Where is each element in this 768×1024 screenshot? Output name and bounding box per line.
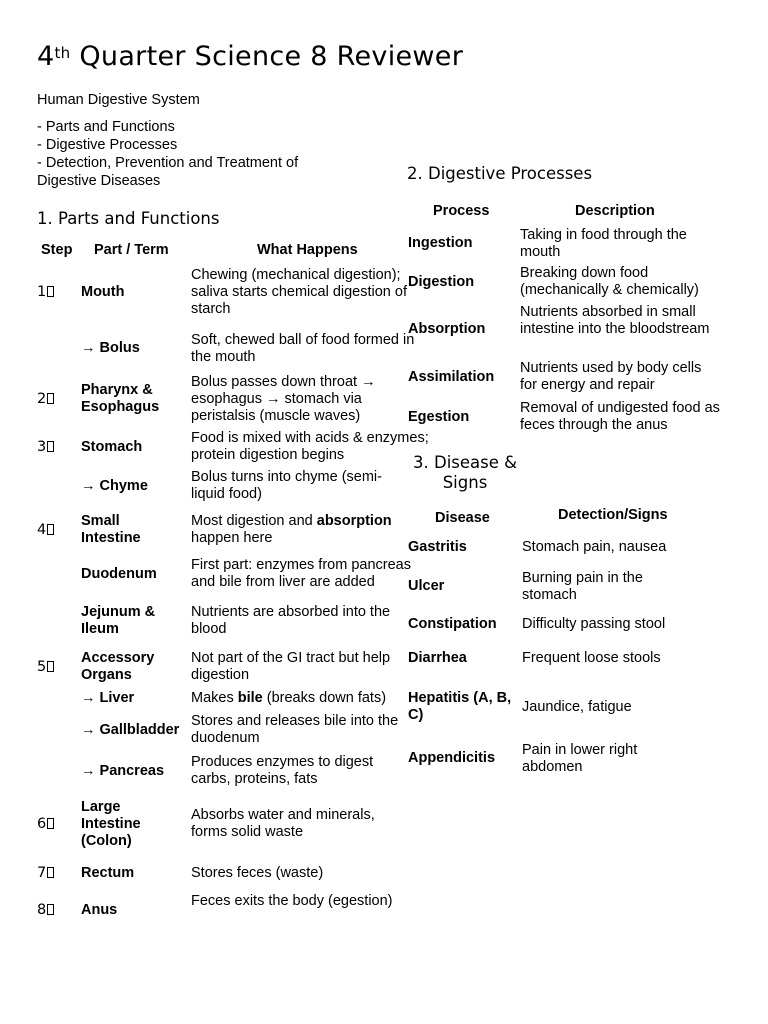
part-name: → Chyme <box>81 478 148 494</box>
part-description: Nutrients are absorbed into the blood <box>191 604 391 637</box>
process-name: Assimilation <box>408 369 495 385</box>
disease-name: Gastritis <box>408 539 467 555</box>
part-description: Chewing (mechanical digestion); saliva starts chemical digestion of starch <box>191 267 407 317</box>
topic-item: - Parts and Functions <box>37 119 175 135</box>
part-name: → Liver <box>81 690 135 706</box>
part-name: Duodenum <box>81 566 157 582</box>
missing-glyph-icon <box>47 286 54 297</box>
process-description: Removal of undigested food as feces through the anus <box>520 400 720 433</box>
intro-heading: Human Digestive System <box>37 92 200 108</box>
process-name: Digestion <box>408 274 475 290</box>
process-description: Nutrients absorbed in small intestine into the bloodstream <box>520 304 710 337</box>
column-header-process: Process <box>433 203 490 219</box>
disease-signs: Difficulty passing stool <box>522 616 666 632</box>
disease-signs: Frequent loose stools <box>522 650 661 666</box>
part-description: Food is mixed with acids & enzymes; protein digestion begins <box>191 430 429 463</box>
disease-signs: Pain in lower right abdomen <box>522 742 638 775</box>
part-description: Most digestion and absorption happen here <box>191 513 392 546</box>
part-name: Jejunum & Ileum <box>81 604 156 637</box>
disease-name: Constipation <box>408 616 497 632</box>
disease-name: Diarrhea <box>408 650 467 666</box>
process-description: Breaking down food (mechanically & chemically) <box>520 265 699 298</box>
disease-signs: Burning pain in the stomach <box>522 570 643 603</box>
missing-glyph-icon <box>47 904 54 915</box>
process-description: Nutrients used by body cells for energy and repair <box>520 360 702 393</box>
part-description: Stores feces (waste) <box>191 865 324 881</box>
step-number: 5 <box>37 658 54 676</box>
topic-item: - Detection, Prevention and Treatment of Digestive Diseases <box>37 155 299 189</box>
section-heading: 3. Disease & Signs <box>413 453 517 492</box>
section-heading: 1. Parts and Functions <box>37 209 220 228</box>
column-header-step: Step <box>41 242 73 258</box>
part-description: Bolus passes down throat → esophagus → stomach via peristalsis (muscle waves) <box>191 374 376 424</box>
part-name: Accessory Organs <box>81 650 155 683</box>
step-number: 2 <box>37 390 54 408</box>
disease-signs: Stomach pain, nausea <box>522 539 667 555</box>
missing-glyph-icon <box>47 524 54 535</box>
part-name: Small Intestine <box>81 513 141 546</box>
missing-glyph-icon <box>47 818 54 829</box>
part-name: → Pancreas <box>81 763 165 779</box>
part-name: Large Intestine (Colon) <box>81 799 141 849</box>
step-number: 7 <box>37 864 54 882</box>
disease-name: Appendicitis <box>408 750 496 766</box>
section-heading: 2. Digestive Processes <box>407 164 593 183</box>
step-number: 1 <box>37 283 54 301</box>
disease-name: Ulcer <box>408 578 445 594</box>
process-description: Taking in food through the mouth <box>520 227 687 260</box>
part-description: Not part of the GI tract but help digestion <box>191 650 391 683</box>
part-name: Anus <box>81 902 118 918</box>
part-name: → Bolus <box>81 340 140 356</box>
part-description: Makes bile (breaks down fats) <box>191 690 387 706</box>
part-name: Stomach <box>81 439 143 455</box>
part-description: Feces exits the body (egestion) <box>191 893 393 909</box>
step-number: 4 <box>37 521 54 539</box>
missing-glyph-icon <box>47 867 54 878</box>
missing-glyph-icon <box>47 661 54 672</box>
part-description: Produces enzymes to digest carbs, proteins, fats <box>191 754 374 787</box>
part-name: → Gallbladder <box>81 722 180 738</box>
part-name: Pharynx & Esophagus <box>81 382 160 415</box>
column-header-detection-signs: Detection/Signs <box>558 507 668 523</box>
step-number: 3 <box>37 438 54 456</box>
disease-name: Hepatitis (A, B, C) <box>408 690 512 723</box>
column-header-part: Part / Term <box>94 242 169 258</box>
missing-glyph-icon <box>47 441 54 452</box>
column-header-disease: Disease <box>435 510 490 526</box>
process-name: Absorption <box>408 321 486 337</box>
missing-glyph-icon <box>47 393 54 404</box>
part-description: Absorbs water and minerals, forms solid waste <box>191 807 375 840</box>
column-header-description: Description <box>575 203 655 219</box>
process-name: Egestion <box>408 409 470 425</box>
column-header-what-happens: What Happens <box>257 242 358 258</box>
part-name: Rectum <box>81 865 135 881</box>
part-name: Mouth <box>81 284 125 300</box>
process-name: Ingestion <box>408 235 473 251</box>
topic-item: - Digestive Processes <box>37 137 178 153</box>
page-title: 4th Quarter Science 8 Reviewer <box>37 41 464 72</box>
part-description: Stores and releases bile into the duodenum <box>191 713 399 746</box>
part-description: First part: enzymes from pancreas and bile from liver are added <box>191 557 411 590</box>
step-number: 6 <box>37 815 54 833</box>
part-description: Soft, chewed ball of food formed in the mouth <box>191 332 415 365</box>
part-description: Bolus turns into chyme (semi-liquid food) <box>191 469 382 502</box>
disease-signs: Jaundice, fatigue <box>522 699 632 715</box>
step-number: 8 <box>37 901 54 919</box>
